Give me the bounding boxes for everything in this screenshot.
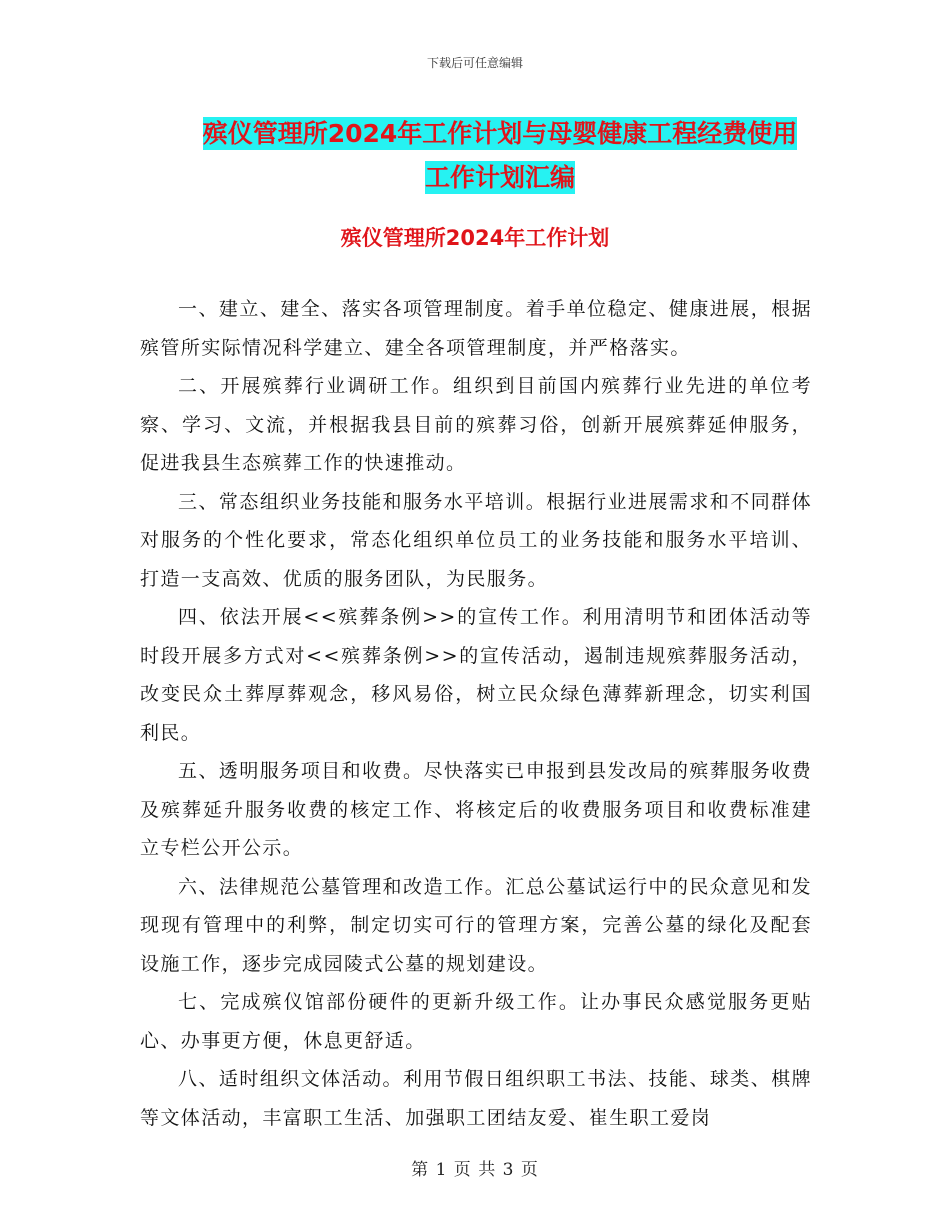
paragraph-6: 六、法律规范公墓管理和改造工作。汇总公墓试运行中的民众意见和发现现有管理中的利弊，制定切实可行的管理方案，完善公墓的绿化及配套设施工作，逐步完成园陵式公墓的规划建设。 bbox=[140, 875, 812, 975]
paragraph-3: 三、常态组织业务技能和服务水平培训。根据行业进展需求和不同群体对服务的个性化要求，常态化组织单位员工的业务技能和服务水平培训、打造一支高效、优质的服务团队，为民服务。 bbox=[140, 490, 812, 590]
document-title bbox=[140, 112, 860, 200]
paragraph-8: 八、适时组织文体活动。利用节假日组织职工书法、技能、球类、棋牌等文体活动，丰富职工生活、加强职工团结友爱、崔生职工爱岗 bbox=[140, 1068, 812, 1129]
page-number-footer: 第 1 页 共 3 页 bbox=[411, 1160, 539, 1180]
paragraph-2: 二、开展殡葬行业调研工作。组织到目前国内殡葬行业先进的单位考察、学习、文流，并根据我县目前的殡葬习俗，创新开展殡葬延伸服务，促进我县生态殡葬工作的快速推动。 bbox=[140, 375, 812, 474]
paragraph-5: 五、透明服务项目和收费。尽快落实已申报到县发改局的殡葬服务收费及殡葬延升服务收费的核定工作、将核定后的收费服务项目和收费标准建立专栏公开公示。 bbox=[140, 760, 812, 859]
document-title-line-2: 工作计划汇编 bbox=[424, 163, 575, 192]
document-title-line-1: 殡仪管理所2024年工作计划与母婴健康工程经费使用 bbox=[202, 119, 798, 148]
section-title: 殡仪管理所2024年工作计划 bbox=[340, 226, 610, 250]
paragraph-7: 七、完成殡仪馆部份硬件的更新升级工作。让办事民众感觉服务更贴心、办事更方便，休息更舒适。 bbox=[140, 991, 812, 1052]
document-body bbox=[140, 290, 812, 1137]
paragraph-4: 四、依法开展<<殡葬条例>>的宣传工作。利用清明节和团体活动等时段开展多方式对<<殡葬条例>>的宣传活动，遏制违规殡葬服务活动，改变民众土葬厚葬观念，移风易俗，树立民众绿色薄葬新理念，切实利国利民。 bbox=[140, 606, 812, 744]
header-note: 下载后可任意编辑 bbox=[426, 56, 523, 70]
paragraph-1: 一、建立、建全、落实各项管理制度。着手单位稳定、健康进展，根据殡管所实际情况科学建立、建全各项管理制度，并严格落实。 bbox=[140, 298, 812, 359]
